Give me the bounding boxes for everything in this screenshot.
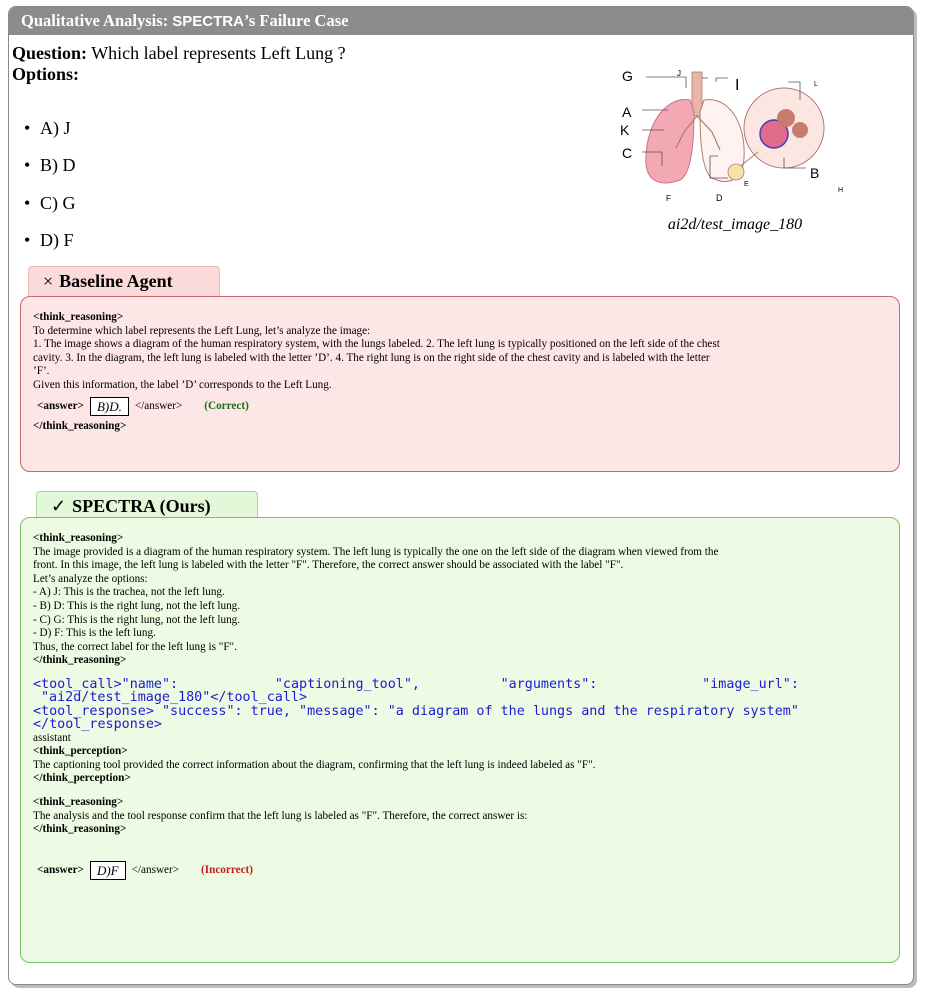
spectra-answer: <answer> D)F </answer> (Incorrect) [37,861,887,881]
tool-response-line: </tool_response> [33,717,162,733]
reasoning-line: - B) D: This is the right lung, not the left lung. [33,599,241,612]
lung-diagram-image [588,60,878,210]
diagram-label: L [814,81,818,88]
reasoning-line: - A) J: This is the trachea, not the left lung. [33,586,225,599]
panel-title: Qualitative Analysis: SPECTRA’s Failure Case [9,7,913,35]
diagram-label: E [744,181,749,188]
option-item: • B) D [24,155,76,175]
diagram-label: H [838,187,844,194]
verdict-correct: (Correct) [204,399,249,412]
question: Question: Which label represents Left Lung ? [12,43,346,63]
tool-call-line: "ai2d/test_image_180"</tool_call> [41,690,308,706]
diagram-label: F [666,194,671,203]
tool-response-line: <tool_response> "success": true, "message": "a diagram of the lungs and the respiratory system" [33,703,799,719]
think-reasoning-close-tag: </think_reasoning> [33,420,127,433]
reasoning-line: - D) F: This is the left lung. [33,627,156,640]
diagram-label: J [677,69,681,78]
think-reasoning-open-tag: <think_reasoning> [33,795,124,808]
baseline-answer: <answer> B)D. </answer> (Correct) [37,397,887,417]
answer-value: B)D. [90,397,129,417]
lung-diagram [588,60,878,230]
reasoning-line: cavity. 3. In the diagram, the left lung is labeled with the letter ’D’. 4. The right lung is on the right side of the chest cavity and is labeled with the letter [33,351,710,364]
option-item: • C) G [24,193,76,213]
figure-caption: ai2d/test_image_180 [667,216,803,233]
diagram-label: I [735,77,740,94]
perception-line: The captioning tool provided the correct information about the diagram, confirming that the left lung is indeed labeled as "F". [33,758,596,771]
spectra-tab: ✓ SPECTRA (Ours) [36,491,258,521]
think-reasoning-open-tag: <think_reasoning> [33,532,124,544]
diagram-label: B [810,165,820,181]
think-reasoning-close-tag: </think_reasoning> [33,654,127,667]
options-label: Options: [12,64,80,84]
verdict-incorrect: (Incorrect) [201,863,254,876]
reasoning-line: - C) G: This is the right lung, not the left lung. [33,613,241,626]
reasoning-line: 1. The image shows a diagram of the human respiratory system, with the lungs labeled. 2. The left lung is typically positioned on the left side of the chest [33,338,720,351]
think-reasoning-open-tag: <think_reasoning> [33,311,124,323]
option-item: • A) J [24,118,71,138]
reasoning-line: The image provided is a diagram of the human respiratory system. The left lung is typically the one on the left side of the diagram when viewed from the [33,545,719,558]
diagram-label: D [716,193,723,203]
reasoning-line: front. In this image, the left lung is labeled with the letter "F". Therefore, the correct answer should be associated with the label "F". [33,559,624,572]
assistant-role-text: assistant [33,731,71,744]
think-perception-open-tag: <think_perception> [33,745,128,758]
reasoning-line: ’F’. [33,365,50,378]
diagram-label: C [622,145,633,161]
baseline-response-box [20,296,900,472]
spectra-response-box [20,517,900,963]
baseline-agent-tab: × Baseline Agent [28,266,220,296]
reasoning-line: To determine which label represents the Left Lung, let’s analyze the image: [33,324,371,337]
cross-icon: × [43,271,54,291]
think-reasoning-close-tag: </think_reasoning> [33,823,127,836]
answer-value: D)F [90,861,126,881]
check-icon: ✓ [51,496,67,516]
reasoning-line: The analysis and the tool response confirm that the left lung is labeled as "F". Therefore, the correct answer is: [33,809,528,822]
diagram-label: K [620,122,630,138]
diagram-label: A [622,104,632,120]
think-perception-close-tag: </think_perception> [33,772,131,785]
reasoning-line: Let’s analyze the options: [33,572,148,585]
diagram-label: G [622,68,633,84]
option-item: • D) F [24,230,74,250]
reasoning-line: Given this information, the label ’D’ corresponds to the Left Lung. [33,378,332,391]
tool-call-line: <tool_call>"name": "captioning_tool", "arguments": "image_url": [33,676,799,692]
reasoning-line: Thus, the correct label for the left lung is "F". [33,640,237,653]
